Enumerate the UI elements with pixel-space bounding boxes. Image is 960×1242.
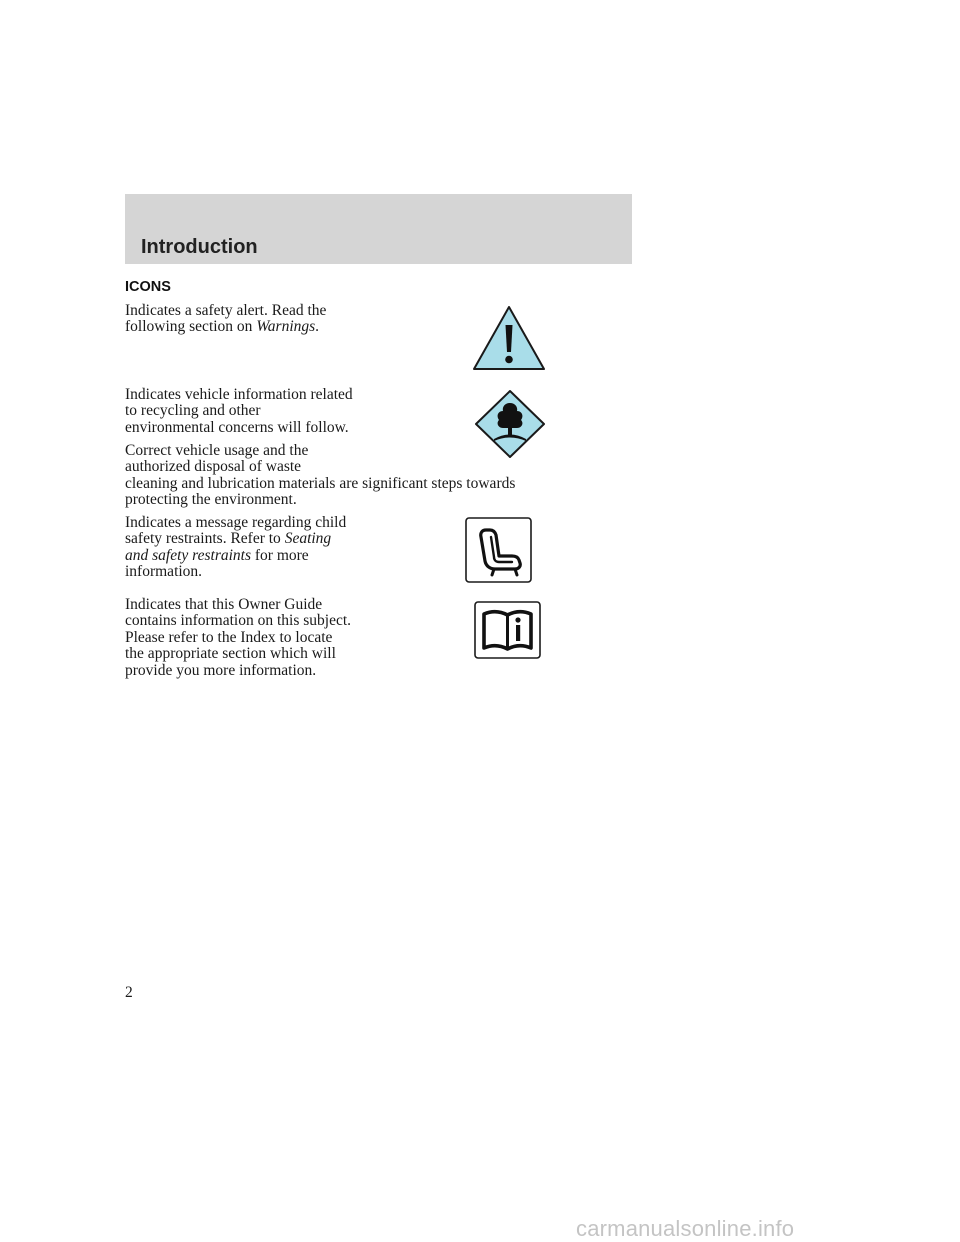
environment-line-3: environmental concerns will follow. (125, 418, 349, 436)
owner-guide-line-4: the appropriate section which will (125, 645, 336, 663)
child-safety-line-3-suffix: for more (251, 546, 309, 564)
seating-reference: Seating (284, 530, 332, 548)
child-safety-line-1: Indicates a message regarding child (125, 514, 347, 531)
owner-guide-line-5: provide you more information. (125, 661, 317, 679)
owner-guide-text (125, 597, 351, 679)
disposal-line-3: cleaning and lubrication materials are significant steps towards (125, 474, 516, 492)
owner-guide-line-3: Please refer to the Index to locate (125, 628, 333, 646)
disposal-text (125, 443, 515, 509)
child-safety-line-3 (125, 548, 346, 564)
safety-alert-line-2 (125, 319, 326, 335)
safety-alert-line-2-prefix: following section on (125, 318, 257, 336)
page-number: 2 (125, 984, 133, 1001)
disposal-line-1: Correct vehicle usage and the (125, 442, 309, 459)
owner-guide-line-2: contains information on this subject. (125, 612, 352, 630)
child-seat-icon (465, 517, 532, 583)
safety-alert-line-1: Indicates a safety alert. Read the (125, 302, 327, 319)
environment-line-1: Indicates vehicle information related (125, 386, 353, 403)
watermark: carmanualsonline.info (576, 1216, 795, 1241)
icons-heading: ICONS (125, 279, 171, 295)
child-safety-line-2-prefix: safety restraints. Refer to (125, 530, 285, 548)
disposal-line-2: authorized disposal of waste (125, 458, 302, 476)
child-safety-line-2 (125, 531, 346, 547)
warning-triangle-icon (472, 305, 546, 371)
info-book-icon (474, 601, 541, 659)
safety-alert-text (125, 303, 326, 336)
disposal-line-4: protecting the environment. (125, 491, 297, 509)
owner-guide-line-1: Indicates that this Owner Guide (125, 596, 323, 613)
environment-text (125, 387, 353, 436)
child-safety-line-4: information. (125, 563, 203, 581)
warnings-reference: Warnings (256, 318, 316, 336)
safety-alert-line-2-suffix: . (315, 318, 320, 336)
child-safety-text (125, 515, 346, 581)
safety-restraints-reference: and safety restraints (125, 546, 252, 564)
section-header-band (125, 194, 632, 264)
environment-line-2: to recycling and other (125, 402, 261, 420)
section-title: Introduction (141, 236, 258, 258)
